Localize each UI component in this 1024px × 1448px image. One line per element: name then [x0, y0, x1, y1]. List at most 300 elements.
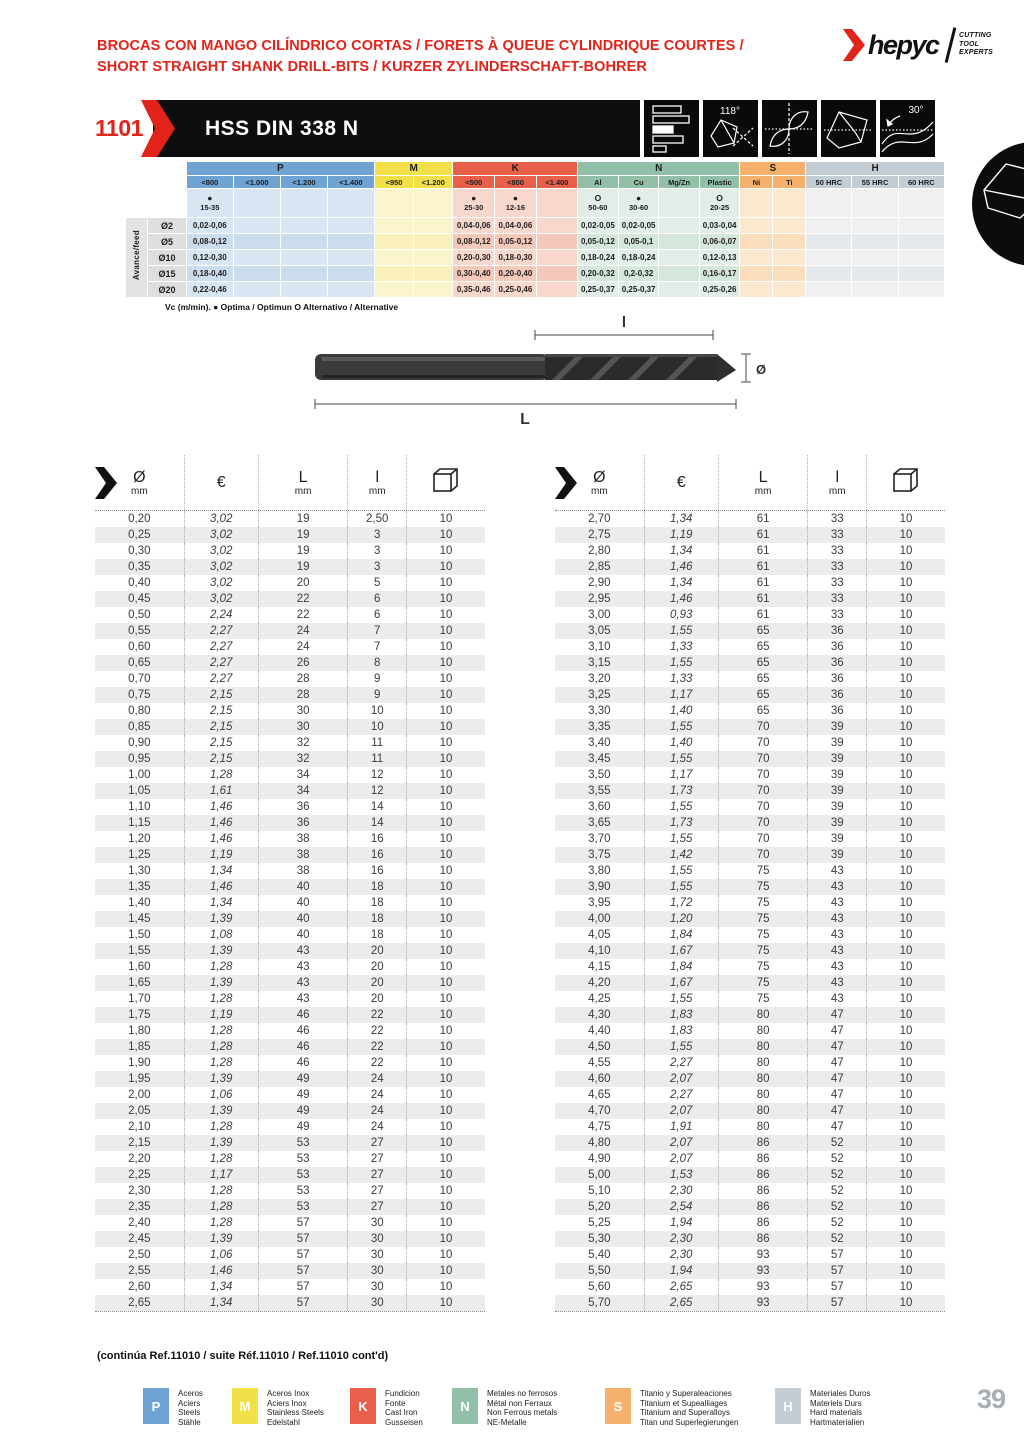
- price-table-body: [555, 511, 945, 1312]
- price-row: [555, 895, 945, 911]
- col-total-length: 22: [259, 607, 349, 623]
- spec-group-K: K: [453, 162, 577, 175]
- spec-vc-cell: [537, 189, 577, 217]
- col-total-length: 61: [719, 527, 809, 543]
- spec-cell: [328, 218, 374, 233]
- spec-vc-cell: [328, 189, 374, 217]
- col-price: 1,34: [645, 511, 719, 527]
- col-pack-qty: 10: [899, 945, 913, 957]
- price-row: [95, 1215, 485, 1231]
- col-price: 3,02: [185, 543, 259, 559]
- price-row: [95, 751, 485, 767]
- price-row: [95, 1263, 485, 1279]
- col-flute-length: 39: [808, 815, 867, 831]
- col-diameter: 2,30: [95, 1183, 185, 1199]
- price-row: [95, 863, 485, 879]
- col-diameter: 2,55: [95, 1263, 185, 1279]
- col-pack-qty: 10: [439, 753, 453, 765]
- spec-vc-cell: [375, 189, 413, 217]
- col-pack-qty: 10: [439, 561, 453, 573]
- col-diameter: 4,10: [555, 943, 645, 959]
- col-pack-qty: 10: [899, 817, 913, 829]
- spec-col-header: <1.400: [328, 176, 374, 188]
- col-total-length: 43: [259, 975, 349, 991]
- col-price: 1,17: [645, 767, 719, 783]
- col-price: 2,27: [185, 655, 259, 671]
- price-row: [555, 639, 945, 655]
- col-pack-qty: 10: [439, 1153, 453, 1165]
- price-row: [555, 1231, 945, 1247]
- col-total-length: 57: [259, 1295, 349, 1311]
- price-row: [95, 927, 485, 943]
- col-total-length: 80: [719, 1023, 809, 1039]
- col-diameter: 3,75: [555, 847, 645, 863]
- spec-cell: [375, 218, 413, 233]
- col-price: 1,34: [645, 575, 719, 591]
- spec-cell: 0,30-0,40: [453, 266, 494, 281]
- drill-diagram: [300, 316, 780, 431]
- col-price: 2,27: [185, 639, 259, 655]
- col-total-length: 86: [719, 1151, 809, 1167]
- col-diameter: 5,40: [555, 1247, 645, 1263]
- col-total-length: 86: [719, 1199, 809, 1215]
- spec-vc-cell: [659, 189, 698, 217]
- col-flute-length: 24: [348, 1071, 407, 1087]
- col-price: 1,39: [185, 943, 259, 959]
- technical-icons: [640, 100, 935, 157]
- legend-text: Fundicion Fonte Cast Iron Gusseisen: [385, 1389, 423, 1427]
- col-pack-qty: 10: [899, 561, 913, 573]
- col-flute-length: 33: [808, 591, 867, 607]
- col-pack-qty: 10: [439, 1009, 453, 1021]
- price-row: [95, 1135, 485, 1151]
- col-price: 2,15: [185, 703, 259, 719]
- price-row: [95, 607, 485, 623]
- spec-cell: [740, 218, 772, 233]
- col-price: 1,42: [645, 847, 719, 863]
- col-flute-length: 18: [348, 879, 407, 895]
- price-row: [95, 735, 485, 751]
- col-diameter: 0,70: [95, 671, 185, 687]
- size-range-icon: [644, 100, 699, 157]
- price-row: [555, 815, 945, 831]
- col-price: 1,28: [185, 1055, 259, 1071]
- price-row: [95, 1119, 485, 1135]
- col-diameter: 4,65: [555, 1087, 645, 1103]
- spec-vc-cell: ● 15-35: [187, 189, 233, 217]
- price-row: [95, 591, 485, 607]
- price-row: [95, 783, 485, 799]
- col-flute-length: 52: [808, 1199, 867, 1215]
- col-flute-length: 43: [808, 879, 867, 895]
- col-diameter: 2,60: [95, 1279, 185, 1295]
- col-pack-qty: 10: [899, 1089, 913, 1101]
- col-price: 0,93: [645, 607, 719, 623]
- col-diameter: 3,00: [555, 607, 645, 623]
- col-total-length: 30: [259, 719, 349, 735]
- col-price: 1,84: [645, 927, 719, 943]
- unit-label: mm: [828, 485, 846, 497]
- total-length-label: L: [520, 411, 530, 428]
- col-diameter: 3,15: [555, 655, 645, 671]
- col-pack-qty: 10: [899, 753, 913, 765]
- col-diameter: 4,55: [555, 1055, 645, 1071]
- col-pack-qty: 10: [899, 881, 913, 893]
- spec-group-N: N: [578, 162, 739, 175]
- col-diameter: 3,20: [555, 671, 645, 687]
- col-flute-length: 2,50: [348, 511, 407, 527]
- col-total-length: 80: [719, 1007, 809, 1023]
- price-row: [95, 559, 485, 575]
- col-pack-qty: 10: [439, 785, 453, 797]
- col-diameter: 5,00: [555, 1167, 645, 1183]
- price-row: [95, 655, 485, 671]
- col-pack-qty: 10: [439, 913, 453, 925]
- col-diameter: 0,40: [95, 575, 185, 591]
- spec-side-label: Avance/feed: [126, 218, 147, 297]
- page-title-line2: SHORT STRAIGHT SHANK DRILL-BITS / KURZER ZYLINDERSCHAFT-BOHRER: [97, 59, 647, 75]
- price-row: [95, 639, 485, 655]
- col-price: 1,67: [645, 943, 719, 959]
- col-diameter: 3,10: [555, 639, 645, 655]
- col-diameter: 2,80: [555, 543, 645, 559]
- col-diameter: 3,65: [555, 815, 645, 831]
- col-pack-qty: 10: [899, 833, 913, 845]
- col-price: 1,55: [645, 831, 719, 847]
- spec-col-header: 60 HRC: [899, 176, 944, 188]
- spec-cell: 0,08-0,12: [187, 234, 233, 249]
- col-flute-length: 52: [808, 1167, 867, 1183]
- tagline-line: TOOL: [959, 40, 980, 48]
- col-diameter: 1,75: [95, 1007, 185, 1023]
- col-diameter: 1,10: [95, 799, 185, 815]
- header-price: [185, 455, 259, 510]
- col-pack-qty: 10: [439, 977, 453, 989]
- spec-col-header: <1.400: [537, 176, 577, 188]
- col-price: 3,02: [185, 527, 259, 543]
- col-flute-length: 43: [808, 943, 867, 959]
- col-price: 1,28: [185, 959, 259, 975]
- col-pack-qty: 10: [439, 1041, 453, 1053]
- col-total-length: 40: [259, 895, 349, 911]
- col-pack-qty: 10: [439, 1137, 453, 1149]
- col-total-length: 38: [259, 847, 349, 863]
- col-diameter: 0,60: [95, 639, 185, 655]
- col-price: 1,28: [185, 1151, 259, 1167]
- price-row: [95, 991, 485, 1007]
- price-row: [555, 1071, 945, 1087]
- col-flute-length: 22: [348, 1039, 407, 1055]
- col-flute-length: 33: [808, 607, 867, 623]
- col-diameter: 2,20: [95, 1151, 185, 1167]
- col-total-length: 36: [259, 815, 349, 831]
- col-flute-length: 22: [348, 1007, 407, 1023]
- price-row: [95, 943, 485, 959]
- spec-cell: [537, 218, 577, 233]
- col-flute-length: 7: [348, 639, 407, 655]
- col-price: 1,46: [185, 1263, 259, 1279]
- col-flute-length: 52: [808, 1183, 867, 1199]
- col-pack-qty: 10: [439, 689, 453, 701]
- price-row: [95, 1247, 485, 1263]
- spec-cell: 0,20-0,40: [495, 266, 536, 281]
- spec-col-header: Mg/Zn: [659, 176, 698, 188]
- col-price: 1,46: [185, 831, 259, 847]
- spec-vc-cell: [852, 189, 897, 217]
- col-price: 1,55: [645, 799, 719, 815]
- col-diameter: 4,75: [555, 1119, 645, 1135]
- price-table-right: [555, 455, 945, 1312]
- col-flute-length: 36: [808, 623, 867, 639]
- col-total-length: 70: [719, 831, 809, 847]
- price-row: [95, 1103, 485, 1119]
- price-row: [95, 1071, 485, 1087]
- spec-col-header: Al: [578, 176, 618, 188]
- col-price: 1,08: [185, 927, 259, 943]
- col-flute-length: 3: [348, 527, 407, 543]
- red-chevron-icon: [141, 100, 175, 162]
- col-pack-qty: 10: [439, 1201, 453, 1213]
- col-pack-qty: 10: [899, 513, 913, 525]
- col-price: 1,67: [645, 975, 719, 991]
- col-pack-qty: 10: [439, 1249, 453, 1261]
- price-row: [555, 847, 945, 863]
- spec-cell: [328, 250, 374, 265]
- header-pack-qty: [407, 455, 485, 510]
- spec-cell: 0,18-0,30: [495, 250, 536, 265]
- col-diameter: 4,25: [555, 991, 645, 1007]
- col-total-length: 70: [719, 767, 809, 783]
- col-pack-qty: 10: [899, 545, 913, 557]
- product-ref: 1101: [95, 115, 143, 141]
- legend-item-S: [605, 1388, 738, 1427]
- col-total-length: 61: [719, 559, 809, 575]
- col-total-length: 24: [259, 639, 349, 655]
- spec-vc-cell: [414, 189, 452, 217]
- col-total-length: 86: [719, 1231, 809, 1247]
- col-price: 1,55: [645, 623, 719, 639]
- col-total-length: 75: [719, 991, 809, 1007]
- spec-cell: [659, 234, 698, 249]
- col-price: 2,30: [645, 1247, 719, 1263]
- price-row: [555, 703, 945, 719]
- euro-symbol: €: [676, 474, 686, 491]
- col-diameter: 1,95: [95, 1071, 185, 1087]
- spec-cell: [852, 266, 897, 281]
- spec-cell: 0,12-0,30: [187, 250, 233, 265]
- spec-cell: [899, 282, 944, 297]
- col-price: 1,55: [645, 655, 719, 671]
- col-diameter: 3,70: [555, 831, 645, 847]
- col-flute-length: 12: [348, 783, 407, 799]
- col-diameter: 5,30: [555, 1231, 645, 1247]
- col-flute-length: 33: [808, 575, 867, 591]
- col-diameter: 2,85: [555, 559, 645, 575]
- col-total-length: 57: [259, 1263, 349, 1279]
- spec-col-header: <1.200: [281, 176, 327, 188]
- col-pack-qty: 10: [899, 865, 913, 877]
- col-price: 1,34: [645, 543, 719, 559]
- col-diameter: 1,45: [95, 911, 185, 927]
- col-diameter: 4,60: [555, 1071, 645, 1087]
- unit-label: mm: [754, 485, 772, 497]
- col-total-length: 53: [259, 1183, 349, 1199]
- price-row: [555, 991, 945, 1007]
- col-total-length: 43: [259, 959, 349, 975]
- price-row: [95, 1279, 485, 1295]
- price-row: [95, 831, 485, 847]
- col-pack-qty: 10: [899, 929, 913, 941]
- price-table-left: [95, 455, 485, 1312]
- spec-cell: [281, 282, 327, 297]
- col-flute-length: 36: [808, 655, 867, 671]
- spec-cell: [328, 266, 374, 281]
- col-pack-qty: 10: [899, 849, 913, 861]
- col-total-length: 57: [259, 1247, 349, 1263]
- spec-vc-cell: [899, 189, 944, 217]
- legend-letter: H: [775, 1388, 801, 1424]
- col-pack-qty: 10: [899, 1121, 913, 1133]
- price-row: [555, 1167, 945, 1183]
- product-bar: [95, 100, 935, 157]
- spec-cell: 0,25-0,46: [495, 282, 536, 297]
- col-total-length: 75: [719, 879, 809, 895]
- price-row: [555, 1199, 945, 1215]
- col-pack-qty: 10: [439, 1281, 453, 1293]
- legend: [0, 1388, 1024, 1448]
- col-pack-qty: 10: [439, 545, 453, 557]
- price-row: [95, 959, 485, 975]
- col-diameter: 4,20: [555, 975, 645, 991]
- col-pack-qty: 10: [899, 1041, 913, 1053]
- legend-item-H: [775, 1388, 870, 1427]
- col-total-length: 70: [719, 735, 809, 751]
- col-price: 1,91: [645, 1119, 719, 1135]
- col-total-length: 70: [719, 847, 809, 863]
- col-total-length: 75: [719, 911, 809, 927]
- helix-angle-icon: [880, 100, 935, 157]
- legend-text: Materiales Duros Materiels Durs Hard materials Hartmaterialien: [810, 1389, 871, 1427]
- price-row: [555, 1263, 945, 1279]
- price-row: [95, 1167, 485, 1183]
- col-price: 3,02: [185, 559, 259, 575]
- spec-cell: [773, 282, 805, 297]
- col-price: 2,65: [645, 1279, 719, 1295]
- price-row: [555, 1103, 945, 1119]
- product-title-bar: [153, 100, 935, 157]
- col-total-length: 49: [259, 1071, 349, 1087]
- legend-letter: M: [232, 1388, 258, 1424]
- price-row: [555, 735, 945, 751]
- col-pack-qty: 10: [899, 801, 913, 813]
- col-diameter: 3,50: [555, 767, 645, 783]
- spec-cell: [414, 282, 452, 297]
- col-diameter: 2,75: [555, 527, 645, 543]
- col-flute-length: 14: [348, 815, 407, 831]
- col-pack-qty: 10: [439, 513, 453, 525]
- col-price: 2,27: [645, 1055, 719, 1071]
- col-price: 1,46: [645, 591, 719, 607]
- col-flute-length: 43: [808, 975, 867, 991]
- col-price: 2,07: [645, 1135, 719, 1151]
- col-flute-length: 3: [348, 543, 407, 559]
- spec-cell: [375, 266, 413, 281]
- col-price: 1,83: [645, 1023, 719, 1039]
- col-diameter: 0,85: [95, 719, 185, 735]
- col-diameter: 2,25: [95, 1167, 185, 1183]
- col-total-length: 61: [719, 575, 809, 591]
- col-flute-length: 39: [808, 831, 867, 847]
- col-total-length: 46: [259, 1023, 349, 1039]
- col-total-length: 46: [259, 1055, 349, 1071]
- continuation-note: (continúa Ref.11010 / suite Réf.11010 / Ref.11010 cont'd): [97, 1350, 389, 1362]
- spec-row-label: Ø2: [148, 218, 185, 233]
- col-price: 1,28: [185, 767, 259, 783]
- col-total-length: 34: [259, 767, 349, 783]
- unit-label: mm: [368, 485, 386, 497]
- spec-cell: [328, 282, 374, 297]
- spec-cell: [773, 218, 805, 233]
- col-price: 1,55: [645, 751, 719, 767]
- spec-cell: 0,06-0,07: [700, 234, 740, 249]
- col-total-length: 53: [259, 1199, 349, 1215]
- col-flute-length: 9: [348, 671, 407, 687]
- col-price: 1,19: [185, 847, 259, 863]
- col-pack-qty: 10: [439, 577, 453, 589]
- col-flute-length: 57: [808, 1247, 867, 1263]
- header-pack-qty: [867, 455, 945, 510]
- col-flute-length: 57: [808, 1263, 867, 1279]
- col-flute-length: 5: [348, 575, 407, 591]
- spec-cell: [899, 266, 944, 281]
- price-row: [555, 751, 945, 767]
- col-diameter: 2,95: [555, 591, 645, 607]
- col-price: 1,46: [645, 559, 719, 575]
- col-pack-qty: 10: [899, 1265, 913, 1277]
- price-row: [555, 863, 945, 879]
- col-total-length: 80: [719, 1055, 809, 1071]
- spec-cell: [740, 266, 772, 281]
- col-flute-length: 20: [348, 975, 407, 991]
- col-price: 1,33: [645, 671, 719, 687]
- tip-view-icon: [821, 100, 876, 157]
- price-row: [95, 543, 485, 559]
- col-total-length: 43: [259, 943, 349, 959]
- price-row: [555, 975, 945, 991]
- col-pack-qty: 10: [899, 577, 913, 589]
- col-flute-length: 8: [348, 655, 407, 671]
- col-diameter: 1,55: [95, 943, 185, 959]
- spec-cell: 0,16-0,17: [700, 266, 740, 281]
- spec-vc-cell: [234, 189, 280, 217]
- spec-row-label: Ø10: [148, 250, 185, 265]
- header-total-length: [259, 455, 349, 510]
- col-price: 1,39: [185, 1231, 259, 1247]
- col-pack-qty: 10: [439, 625, 453, 637]
- col-price: 1,84: [645, 959, 719, 975]
- col-price: 2,54: [645, 1199, 719, 1215]
- col-pack-qty: 10: [899, 1217, 913, 1229]
- price-row: [95, 1295, 485, 1311]
- col-total-length: 57: [259, 1231, 349, 1247]
- spec-cell: 0,2-0,32: [619, 266, 659, 281]
- col-total-length: 19: [259, 559, 349, 575]
- col-flute-length: 47: [808, 1087, 867, 1103]
- point-angle-label: 118°: [720, 106, 740, 117]
- col-pack-qty: 10: [439, 865, 453, 877]
- col-diameter: 5,70: [555, 1295, 645, 1311]
- price-row: [95, 719, 485, 735]
